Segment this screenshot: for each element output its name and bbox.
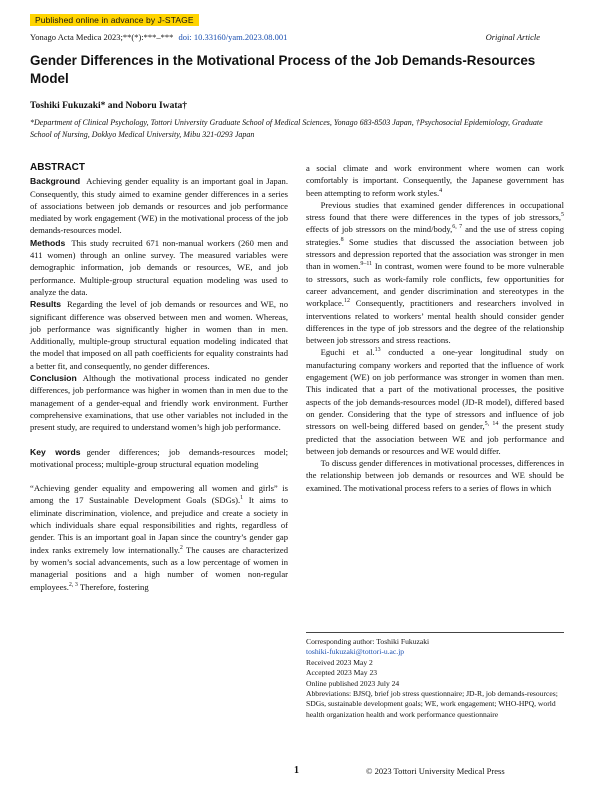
abstract-results — [30, 298, 288, 372]
doi-link[interactable]: doi: 10.33160/yam.2023.08.001 — [178, 32, 288, 42]
methods-text: This study recruited 671 non-manual workers (260 men and 411 women) through an online survey. The measured variables were demographic information, job demands or resources, WE, and job performance. Multiple-group structural equation modeling was used to analyze the data. — [30, 237, 288, 297]
introduction-paragraph — [30, 482, 288, 593]
background-text: Achieving gender equality is an important goal in Japan. Consequently, this study aimed to examine gender differences in a series of associations between job demands or resources and job performance mediated by work engagement (WE) in the motivational process of the job demands-resources model. — [30, 176, 288, 236]
body-text: conducted a one-year longitudinal study on manufacturing company workers and reported that the influence of work engagement (WE) on job performance was stronger in women than men. This indicated that a part of the motivational processes, the positive aspects of the job demands-resources model (JD-R model), differed based on gender. Considering that the type of stressors and influence of job stressors on well-being differed based on gender, — [306, 347, 564, 432]
citation[interactable]: 13 — [374, 347, 381, 354]
body-text: the present study predicted that the association between WE and job performance and between job demands or resources and WE would differ. — [306, 421, 565, 456]
body-text: a social climate and work environment where women can work comfortably is important. Consequently, the Japanese government has been attempting to reform work styles. — [306, 163, 564, 198]
citation[interactable]: 1 — [240, 495, 244, 502]
paragraph — [306, 162, 564, 199]
background-label: Background — [30, 176, 81, 187]
right-column — [306, 162, 564, 494]
intro-text: Therefore, fostering — [77, 581, 149, 592]
conclusion-text: Although the motivational process indicated no gender differences, job performance was higher in women than in men due to the management of a gender-equal and friendly work environment. Further comprehensive examinations, that use other variables not included in the present study, are required to understand women’s high job performance. — [30, 373, 288, 433]
body-text: and the use of stress coping strategies. — [306, 224, 564, 247]
body-text: Previous studies that examined gender differences in occupational stress found that there were differences in the types of job stressors, — [306, 199, 564, 223]
results-label: Results — [30, 299, 62, 310]
keywords-label: Key words — [30, 446, 81, 457]
paragraph — [306, 199, 564, 347]
abbreviations: Abbreviations: BJSQ, brief job stress questionnaire; JD-R, job demands-resources; SDGs, sustainable development goals; WE, work engagement; WHO-HPQ, world health organization health and work performance questionnaire — [306, 689, 558, 719]
keywords — [30, 446, 288, 471]
paragraph: To discuss gender differences in motivational processes, differences in the relationship between job demands or resources and WE should be examined. The motivational process refers to a series of flows in which — [306, 458, 564, 493]
paragraph — [306, 346, 564, 457]
abstract-background — [30, 175, 288, 236]
running-header — [30, 32, 540, 42]
results-text: Regarding the level of job demands or resources and WE, no significant difference was observed between men and women. Whereas, job performance was significantly higher in women than in men. Additionally, multiple-group structural equation modeling indicated that the model that imposed on all path coefficients for equality constraints had a better fit, and consequently, no gender differences. — [30, 299, 288, 371]
citation[interactable]: 8 — [340, 236, 344, 243]
citation[interactable]: 9–11 — [360, 261, 373, 268]
citation[interactable]: 5, 14 — [484, 421, 499, 428]
correspondence-footnote — [306, 632, 564, 720]
abstract-conclusion — [30, 372, 288, 433]
body-text: Eguchi et al. — [320, 347, 375, 358]
intro-text: “Achieving gender equality and empowering all women and girls” is among the 17 Sustainable Development Goals (SDGs). — [30, 483, 288, 506]
article-title: Gender Differences in the Motivational Process of the Job Demands-Resources Model — [30, 53, 536, 86]
body-text: Consequently, practitioners and researchers involved in interventions related to workers’ mental health should consider gender differences in the type of job stressors and the degree of the relationship between job stressors and stress reactions. — [306, 298, 564, 346]
page-number: 1 — [294, 765, 299, 776]
journal-reference: Yonago Acta Medica 2023;**(*):***–*** — [30, 32, 174, 42]
citation[interactable]: 4 — [439, 187, 443, 194]
citation[interactable]: 6, 7 — [452, 224, 463, 231]
body-text: effects of job stressors on the mind/body, — [306, 224, 453, 235]
citation[interactable]: 2 — [179, 544, 183, 551]
corresponding-author: Corresponding author: Toshiki Fukuzaki — [306, 637, 430, 646]
jstage-banner: Published online in advance by J-STAGE — [30, 14, 199, 26]
keywords-text: gender differences; job demands-resources model; motivational process; multiple-group structural equation modeling — [30, 446, 288, 469]
intro-text: It aims to eliminate discrimination, violence, and prejudice and create a society in which individuals share equal responsibilities and rights, regardless of gender. This is an important goal in Japan since the country’s gender gap index ranks extremely low internationally. — [30, 495, 288, 555]
email-link[interactable]: toshiki-fukuzaki@tottori-u.ac.jp — [306, 647, 405, 657]
copyright-notice: © 2023 Tottori University Medical Press — [366, 766, 505, 776]
left-column — [30, 162, 288, 593]
online-date: Online published 2023 July 24 — [306, 678, 400, 688]
affiliations: *Department of Clinical Psychology, Tottori University Graduate School of Medical Sciences, Yonago 683-8503 Japan, †Psychosocial Epidemiology, Graduate School of Nursing, Dokkyo Medical University, Mibu 321-0293 Japan — [30, 118, 543, 139]
methods-label: Methods — [30, 237, 66, 248]
abstract-methods — [30, 237, 288, 298]
received-date: Received 2023 May 2 — [306, 657, 373, 667]
article-type: Original Article — [485, 32, 540, 42]
citation[interactable]: 2, 3 — [68, 581, 78, 588]
citation[interactable]: 12 — [343, 298, 350, 305]
abstract-heading: ABSTRACT — [30, 162, 85, 173]
body-text: In contrast, women were found to be more vulnerable to stressors, such as work-family role conflicts, few opportunities for career advancement, and gender discrimination and stereotypes in the workplace. — [306, 261, 564, 309]
intro-text: The causes are characterized by women’s social advancements, such as a low percentage of women in managerial positions and a high number of women non-regular employees. — [30, 544, 288, 592]
author-list: Toshiki Fukuzaki* and Noboru Iwata† — [30, 101, 187, 111]
accepted-date: Accepted 2023 May 23 — [306, 668, 378, 678]
citation[interactable]: 5 — [561, 212, 564, 219]
body-text: Some studies that discussed the association between job stressors and depression reported that the association was stronger in men than in women. — [306, 236, 564, 272]
conclusion-label: Conclusion — [30, 373, 77, 384]
